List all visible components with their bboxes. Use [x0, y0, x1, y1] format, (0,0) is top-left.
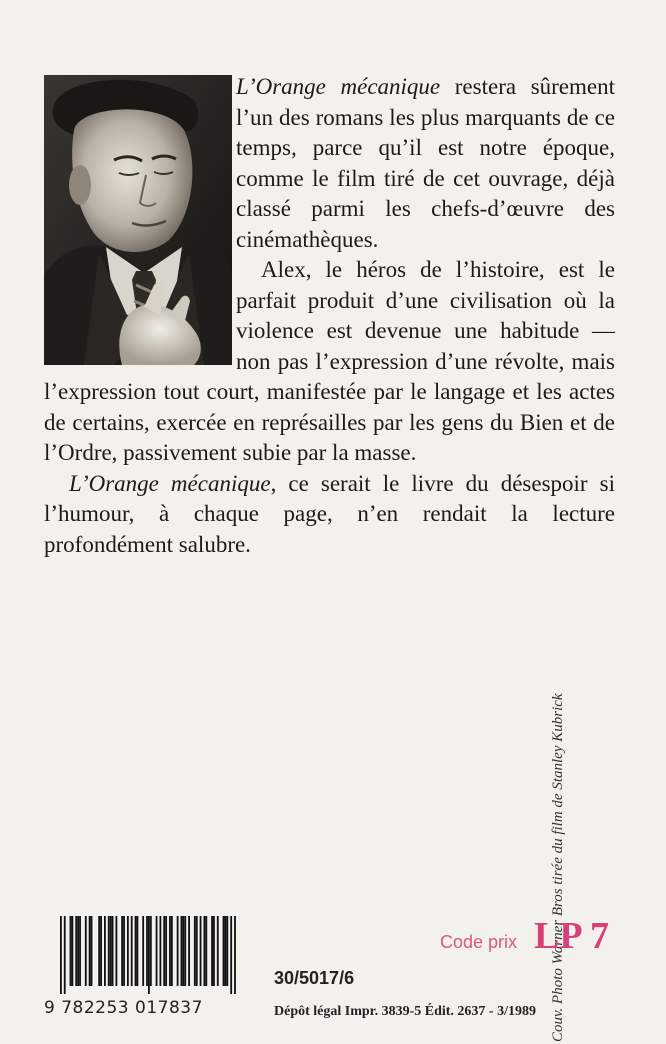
barcode-bar — [70, 916, 72, 986]
legal-deposit: Dépôt légal Impr. 3839-5 Édit. 2637 - 3/1989 — [274, 1004, 536, 1019]
barcode-bar — [163, 916, 165, 986]
barcode-bar — [60, 916, 62, 994]
barcode-bar — [135, 916, 137, 986]
edition-reference: 30/5017/6 — [274, 968, 355, 988]
blurb-paragraph-2: Alex, le héros de l’histoire, est le parfait produit d’une civilisation où la violence est devenue une habitude — non pas l’expression d’une révolte, mais l’expression tout court, manifestée par le langage et les actes de certains, exercée en représailles par les gens du Bien et de l’Ordre, passivement subie par la masse. — [44, 257, 615, 465]
isbn-barcode — [60, 916, 236, 994]
blurb-paragraph-3 — [44, 469, 615, 561]
barcode-bar — [165, 916, 167, 986]
barcode-bar — [203, 916, 205, 986]
barcode-bar — [213, 916, 215, 986]
barcode-bar — [142, 916, 144, 986]
barcode-bar — [205, 916, 207, 986]
barcode-bar — [91, 916, 93, 986]
barcode-bar — [200, 916, 202, 986]
barcode-bar — [71, 916, 73, 986]
barcode-bar — [184, 916, 186, 986]
barcode-bar — [77, 916, 79, 986]
barcode-bar — [196, 916, 198, 986]
barcode-bar — [104, 916, 106, 986]
blurb-paragraph-1-text: restera sûrement l’un des romans les plus marquants de ce temps, parce qu’il est notre époque, comme le film tiré de cet ouvrage, déjà classé parmi les chefs-d’œuvre des cinémathèques. — [236, 74, 616, 252]
barcode-bar — [223, 916, 225, 986]
photo-float-spacer — [44, 72, 232, 365]
barcode-bar — [123, 916, 125, 986]
barcode-bar — [169, 916, 171, 986]
price-code-label: Code prix — [440, 932, 518, 952]
barcode-bar — [194, 916, 196, 986]
barcode-bar — [177, 916, 179, 986]
barcode-bar — [159, 916, 161, 986]
barcode-bar — [64, 916, 66, 994]
barcode-bar — [226, 916, 228, 986]
barcode-bar — [188, 916, 190, 986]
barcode-bar — [75, 916, 77, 986]
barcode-bar — [148, 916, 150, 994]
barcode-bar — [234, 916, 236, 994]
barcode-bar — [225, 916, 227, 986]
barcode-bar — [230, 916, 232, 994]
barcode-bar — [112, 916, 114, 986]
barcode-bar — [85, 916, 87, 986]
barcode-digits: 9 782253 017837 — [44, 998, 203, 1018]
barcode-bar — [217, 916, 219, 986]
book-title-italic: L’Orange mécanique — [236, 74, 441, 99]
barcode-bar — [108, 916, 110, 986]
barcode-bar — [182, 916, 184, 986]
barcode-bar — [171, 916, 173, 986]
cover-photo-credit: Couv. Photo Warner Bros tirée du film de Stanley Kubrick — [550, 693, 566, 1042]
barcode-bar — [89, 916, 91, 986]
barcode-bar — [98, 916, 100, 986]
barcode-bar — [79, 916, 81, 986]
book-title-italic: L’Orange mécanique — [69, 470, 271, 496]
barcode-bar — [211, 916, 213, 986]
barcode-bar — [137, 916, 139, 986]
barcode-bar — [131, 916, 133, 986]
barcode-bar — [181, 916, 183, 986]
barcode-bar — [121, 916, 123, 986]
blurb-paragraph-3-text: , ce serait le livre du désespoir si l’humour, à chaque page, n’en rendait la lecture profondément salubre. — [44, 470, 615, 557]
price-code-value: LP 7 — [534, 915, 609, 957]
barcode-bar — [115, 916, 117, 986]
barcode-bar — [146, 916, 148, 986]
back-cover-blurb — [44, 72, 615, 560]
barcode-bar — [100, 916, 102, 986]
barcode-bar — [127, 916, 129, 986]
barcode-bar — [150, 916, 152, 986]
barcode-bar — [156, 916, 158, 986]
barcode-bar — [110, 916, 112, 986]
